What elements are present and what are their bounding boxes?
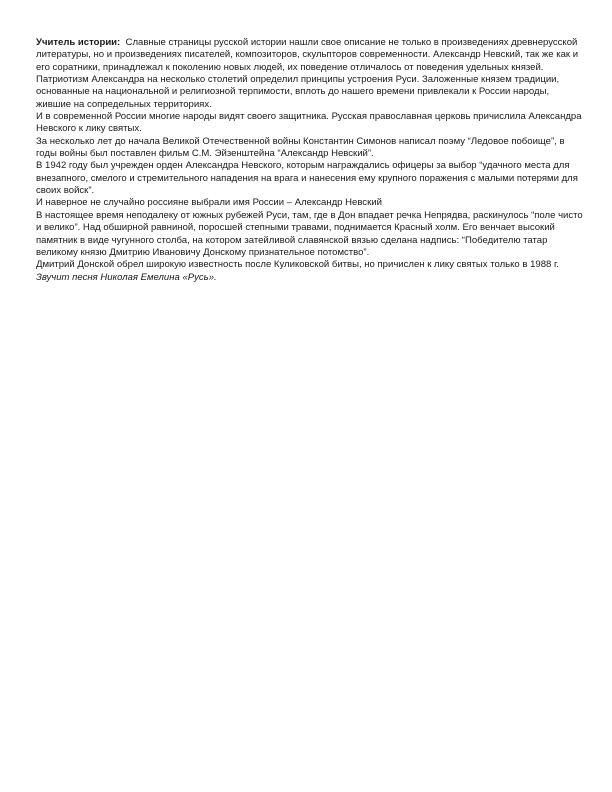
speaker-label: Учитель истории: <box>36 37 121 48</box>
paragraph: В 1942 году был учрежден орден Александра Невского, которым награждались офицеры за выбор “удачного места для внезапного, смелого и стремительного нападения на врага и нанесения ему крупного поражения с малыми потерями для своих войск”. <box>36 160 578 197</box>
paragraph-text: Славные страницы русской истории нашли свое описание не только в произведениях древнерусской литературы, но и произведениях писателей, композиторов, скульпторов современности. Александр Невский, так же как и его соратники, принадлежал к поколению новых людей, их поведение отличалось от поведения удельных князей. Патриотизм Александра на несколько столетий определил принципы устроения Руси. Заложенные князем традиции, основанные на национальной и религиозной терпимости, вплоть до нашего времени привлекали к России народы, жившие на сопредельных территориях. <box>36 37 579 110</box>
paragraph: За несколько лет до начала Великой Отечественной войны Константин Симонов написал поэму “Ледовое побоище”, в годы войны был поставлен фильм С.М. Эйзенштейна “Александр Невский”. <box>36 135 565 160</box>
song-note: Звучит песня Николая Емелина «Русь». <box>36 271 217 283</box>
paragraph: В настоящее время неподалеку от южных рубежей Руси, там, где в Дон впадает речка Непрядва, раскинулось “поле чисто и велико”. Над обширной равниной, поросшей степными травами, поднимается Красный холм. Его венчает высокий памятник в виде чугунного столба, на котором затейливой славянской вязью сделана надпись: “Победителю татар великому князю Дмитрию Ивановичу Донскому признательное потомство”. <box>36 209 583 258</box>
paragraph: Дмитрий Донской обрел широкую известность после Куликовской битвы, но причислен к лику святых только в 1988 г. <box>36 259 559 271</box>
paragraph: И в современной России многие народы видят своего защитника. Русская православная церковь причислила Александра Невского к лику святых. <box>36 111 582 135</box>
paragraph: И наверное не случайно россияне выбрали имя России – Александр Невский <box>36 197 382 209</box>
intro-paragraph <box>36 37 584 111</box>
document-body <box>36 37 584 284</box>
